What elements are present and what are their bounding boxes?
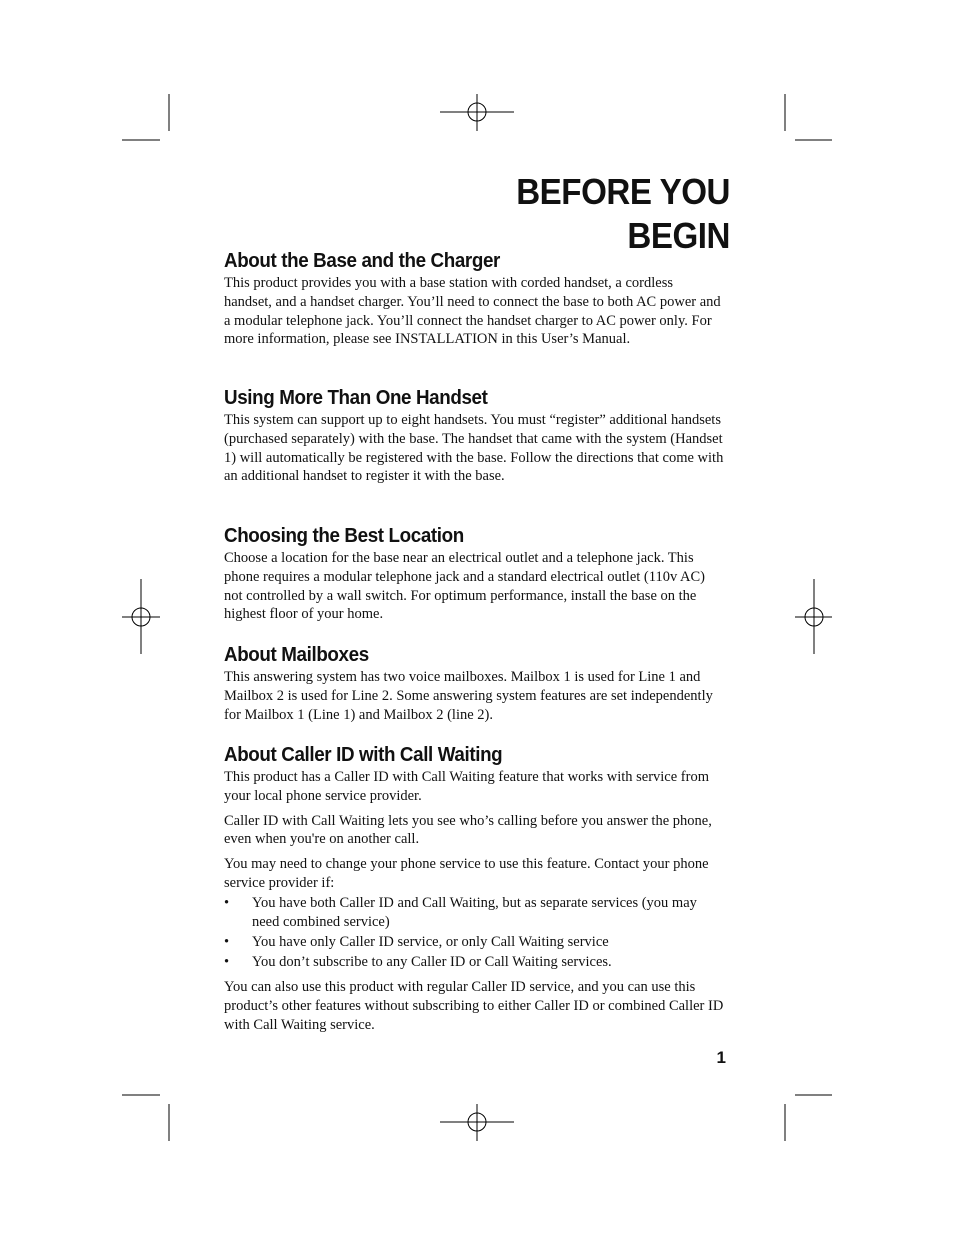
list-item-text: You have both Caller ID and Call Waiting, but as separate services (you may need combined service): [252, 894, 697, 930]
section-paragraph: Caller ID with Call Waiting lets you see who’s calling before you answer the phone, even when you're on another call.: [224, 812, 712, 848]
main-content: [224, 248, 724, 1034]
registration-mark-bottom: [440, 1104, 514, 1141]
bullet-icon: •: [224, 933, 230, 950]
section-paragraph: This answering system has two voice mailboxes. Mailbox 1 is used for Line 1 and Mailbox 2 is used for Line 2. Some answering system features are set independently for Mailbox 1 (Line 1) and Mailbox 2 (line 2).: [224, 669, 713, 723]
section-paragraph-closing: You can also use this product with regular Caller ID service, and you can use this product’s other features without subscribing to either Caller ID or combined Caller ID with Call Waiting service.: [224, 978, 724, 1033]
section-paragraph: This product provides you with a base station with corded handset, a cordless handset, and a handset charger. You’ll need to connect the base to both AC power and a modular telephone jack. You’ll connect the handset charger to AC power only. For more information, please see INSTALLATION in this User’s Manual.: [224, 275, 721, 348]
list-item-text: You don’t subscribe to any Caller ID or Call Waiting services.: [252, 954, 612, 971]
section-paragraph: Choose a location for the base near an electrical outlet and a telephone jack. This phone requires a modular telephone jack and a standard electrical outlet (110v AC) not controlled by a wall switch. For optimum performance, install the base on the highest floor of your home.: [224, 550, 706, 623]
list-item: [224, 953, 724, 972]
section-paragraph: This product has a Caller ID with Call Waiting feature that works with service from your local phone service provider.: [224, 769, 709, 804]
registration-mark-left: [122, 579, 160, 654]
section-about-mailboxes: [224, 642, 724, 742]
page-number: 1: [716, 1048, 726, 1067]
section-heading: About Caller ID with Call Waiting: [224, 744, 503, 766]
page-title: BEFORE YOU BEGIN: [516, 171, 730, 256]
bullet-icon: •: [224, 894, 230, 911]
list-item-text: You have only Caller ID service, or only Call Waiting service: [252, 933, 609, 950]
registration-mark-right: [795, 579, 832, 654]
section-caller-id: [224, 742, 724, 1034]
section-best-location: [224, 523, 724, 642]
registration-mark-top: [440, 94, 514, 131]
section-more-handsets: [224, 385, 724, 523]
section-heading: Choosing the Best Location: [224, 525, 464, 547]
section-heading: About the Base and the Charger: [224, 250, 500, 272]
section-heading: Using More Than One Handset: [224, 387, 488, 409]
section-paragraph: You may need to change your phone service to use this feature. Contact your phone service provider if:: [224, 856, 709, 891]
section-about-base: [224, 248, 724, 385]
bullet-icon: •: [224, 954, 230, 971]
list-item: [224, 894, 724, 932]
list-item: [224, 933, 724, 952]
section-paragraph: This system can support up to eight handsets. You must “register” additional handsets (purchased separately) with the base. The handset that came with the system (Handset 1) will automatically be registered with the base. Follow the directions that come with an additional handset to register it with the base.: [224, 412, 724, 485]
section-heading: About Mailboxes: [224, 644, 369, 666]
bullet-list: [224, 894, 724, 972]
